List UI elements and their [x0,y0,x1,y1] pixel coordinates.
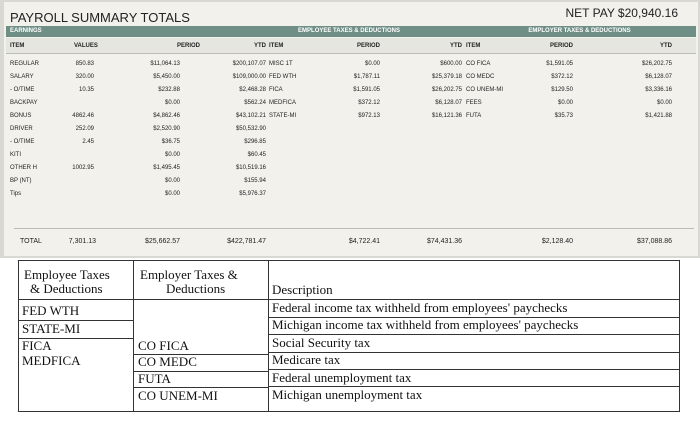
employer-taxes-header-line2: Deductions [166,281,226,296]
earn-values: 4862.46 [72,113,94,119]
er-period: $129.50 [551,87,573,93]
earn-ytd: $43,102.21 [235,113,266,119]
col-item: ITEM [10,43,25,49]
earn-ytd: $562.24 [244,100,266,106]
employee-taxes-header-line1: Employee Taxes [24,267,110,282]
emp-ytd: $6,128.07 [435,100,462,106]
earn-ytd: $5,976.37 [239,191,266,197]
earn-values: 850.83 [75,61,94,67]
employee-item: STATE-MI [22,321,81,336]
col-period-employer: PERIOD [549,43,573,49]
er-period: $1,591.05 [546,61,573,67]
employer-band: EMPLOYER TAXES & DEDUCTIONS [459,26,696,37]
earn-item: - O/TIME [10,87,35,93]
description-text: Federal income tax withheld from employees' paychecks [272,300,568,315]
column-divider [268,260,269,412]
earn-item: OTHER H [10,165,37,171]
employee-taxes-header-line2: & Deductions [30,281,103,296]
header-divider [18,299,268,300]
earn-ytd: $50,532.90 [235,126,266,132]
col-ytd-employee: YTD [450,43,462,49]
earn-item: KITI [10,152,22,158]
earn-item: BACKPAY [10,100,38,106]
er-ytd: $0.00 [656,100,672,106]
description-text: Medicare tax [272,352,341,367]
totals-period: $25,662.57 [144,238,180,245]
earn-period: $5,450.00 [153,74,180,80]
earnings-band: EARNINGS [6,26,235,37]
column-divider [133,260,134,412]
earn-values: 252.09 [75,126,94,132]
employee-band: EMPLOYEE TAXES & DEDUCTIONS [235,26,459,37]
employer-item: CO UNEM-MI [138,388,218,403]
earn-ytd: $296.85 [244,139,266,145]
earn-period: $36.75 [161,139,180,145]
er-ytd: $26,202.75 [641,61,672,67]
earn-item: REGULAR [10,61,40,67]
col-ytd-employer: YTD [660,43,672,49]
description-header: Description [272,282,333,297]
er-item: CO MEDC [466,74,495,80]
totals-values: 7,301.13 [68,238,96,245]
emp-ytd: $16,121.36 [431,113,462,119]
earn-period: $0.00 [164,178,180,184]
payroll-summary-sheet [4,2,698,256]
earn-ytd: $2,468.28 [239,87,266,93]
totals-employee-period: $4,722.41 [348,238,380,245]
employee-item: FED WTH [22,303,80,318]
description-text: Michigan unemployment tax [272,387,423,402]
emp-period: $1,787.11 [353,74,380,80]
description-text: Federal unemployment tax [272,370,412,385]
earn-period: $11,064.13 [150,61,180,67]
er-item: FEES [466,100,482,106]
totals-ytd: $422,781.47 [227,238,266,245]
er-period: $35.73 [554,113,573,119]
employer-taxes-header-line1: Employer Taxes & [140,267,238,282]
emp-period: $972.13 [358,113,380,119]
emp-period: $0.00 [364,61,380,67]
er-ytd: $3,336.16 [645,87,672,93]
emp-ytd: $25,379.18 [431,74,462,80]
earn-period: $0.00 [164,191,180,197]
earn-item: - O/TIME [10,139,35,145]
totals-label: TOTAL [20,238,42,245]
earn-period: $232.88 [158,87,180,93]
earn-item: SALARY [10,74,34,80]
description-text: Social Security tax [272,335,371,350]
col-item-employee: ITEM [269,43,284,49]
earn-period: $0.00 [164,152,180,158]
emp-period: $1,591.05 [353,87,380,93]
emp-ytd: $600.00 [440,61,462,67]
earn-ytd: $200,107.07 [232,61,266,67]
earn-period: $1,495.45 [153,165,180,171]
emp-item: FED WTH [269,74,297,80]
employer-item: FUTA [138,371,171,386]
earn-values: 10.35 [78,87,94,93]
col-ytd: YTD [254,43,266,49]
earn-ytd: $10,519.16 [235,165,266,171]
er-item: FUTA [466,113,482,119]
employee-item: MEDFICA [22,353,81,368]
col-period-employee: PERIOD [356,43,380,49]
earn-ytd: $109,000.00 [232,74,266,80]
col-item-employer: ITEM [466,43,481,49]
net-pay-label: NET PAY $20,940.16 [565,6,678,20]
earn-ytd: $60.45 [247,152,266,158]
sheet-title: PAYROLL SUMMARY TOTALS [10,10,190,25]
er-period: $0.00 [557,100,573,106]
earn-period: $2,520.90 [153,126,180,132]
col-period: PERIOD [176,43,200,49]
employee-item: FICA [22,338,52,353]
er-item: CO UNEM-MI [466,87,503,93]
er-ytd: $6,128.07 [645,74,672,80]
emp-item: STATE-MI [269,113,297,119]
er-period: $372.12 [551,74,573,80]
totals-employee-ytd: $74,431.36 [426,238,462,245]
emp-item: MEDFICA [269,100,296,106]
earn-item: Tips [10,191,22,197]
totals-employer-period: $2,128.40 [541,238,573,245]
er-item: CO FICA [466,61,491,67]
emp-ytd: $26,202.75 [431,87,462,93]
earn-period: $4,862.46 [153,113,180,119]
tax-description-table [0,258,700,424]
earn-item: BONUS [10,113,32,119]
totals-divider [14,228,694,229]
emp-item: FICA [269,87,283,93]
earn-values: 1002.95 [72,165,94,171]
earn-item: BP (NT) [10,178,32,184]
employer-item: CO MEDC [138,354,197,369]
col-values: VALUES [74,43,98,49]
er-ytd: $1,421.88 [645,113,672,119]
earn-period: $0.00 [164,100,180,106]
earn-ytd: $155.94 [244,178,266,184]
earn-item: DRIVER [10,126,33,132]
totals-employer-ytd: $37,088.86 [636,238,672,245]
emp-item: MISC 1T [269,61,293,67]
emp-period: $372.12 [358,100,380,106]
description-text: Michigan income tax withheld from employees' paychecks [272,317,579,332]
earn-values: 320.00 [75,74,94,80]
earn-values: 2.45 [82,139,94,145]
employer-item: CO FICA [138,338,189,353]
